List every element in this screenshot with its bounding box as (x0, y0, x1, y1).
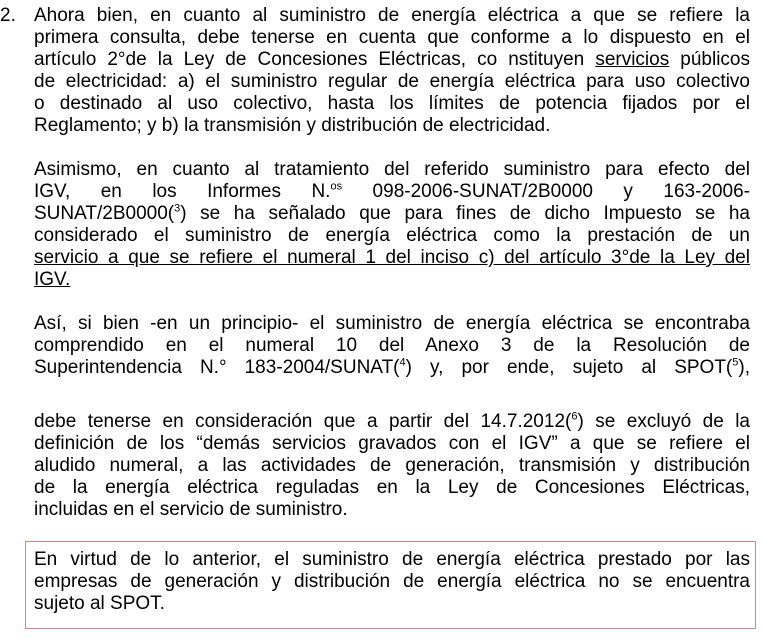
text-line: Así, si bien -en un principio- el suministro de energía eléctrica se encontraba (34, 313, 750, 334)
underlined-term: servicios (595, 49, 670, 70)
text-line: artículo 2°de la Ley de Concesiones Eléctricas, co nstituyen servicios públicos (34, 49, 750, 70)
underlined-line: IGV. (34, 269, 71, 290)
text-line: definición de los “demás servicios gravados con el IGV” a que se refiere el (34, 433, 750, 454)
text-line: de electricidad: a) el suministro regular de energía eléctrica para uso colectivo (34, 71, 750, 92)
text-line: Asimismo, en cuanto al tratamiento del referido suministro para efecto del (34, 159, 750, 180)
text-line: debe tenerse en consideración que a partir del 14.7.2012($^6$) se excluyó de la (34, 410, 750, 432)
text-line: aludido numeral, a las actividades de generación, transmisión y distribución (34, 455, 750, 476)
paragraph-igv-treatment (34, 159, 750, 291)
superscript: os (330, 180, 343, 193)
item-number: 2. (0, 5, 16, 26)
text-line: empresas de generación y distribución de energía eléctrica no se encuentra (34, 571, 750, 592)
footnote-ref-3[interactable]: 3 (174, 202, 181, 215)
text-line: considerado el suministro de energía eléctrica como la prestación de un (34, 225, 750, 246)
paragraph-conclusion (34, 549, 750, 615)
text-line: incluidas en el servicio de suministro. (34, 499, 348, 520)
footnote-ref-6[interactable]: 6 (571, 410, 578, 423)
footnote-ref-4[interactable]: 4 (399, 356, 406, 369)
text-line: Superintendencia N.° 183-2004/SUNAT($^4$) y, por ende, sujeto al SPOT($^5$), (34, 356, 750, 378)
text-line: Reglamento; y b) la transmisión y distribución de electricidad. (34, 115, 551, 136)
text-line: En virtud de lo anterior, el suministro de energía eléctrica prestado por las (34, 549, 750, 570)
text-line: de la energía eléctrica reguladas en la Ley de Concesiones Eléctricas, (34, 477, 750, 498)
underlined-line: servicio a que se refiere el numeral 1 del inciso c) del artículo 3°de la Ley del (34, 247, 750, 268)
paragraph-legal-framework (34, 5, 750, 137)
paragraph-annex (34, 313, 750, 379)
text-line: o destinado al uso colectivo, hasta los límites de potencia fijados por el (34, 93, 750, 114)
text-line: SUNAT/2B0000($^3$) se ha señalado que para fines de dicho Impuesto se ha (34, 202, 750, 224)
text-line: sujeto al SPOT. (34, 593, 165, 614)
paragraph-exclusion (34, 411, 750, 521)
footnote-ref-5[interactable]: 5 (732, 356, 739, 369)
text-line: Ahora bien, en cuanto al suministro de energía eléctrica a que se refiere la (34, 5, 750, 26)
text-line: primera consulta, debe tenerse en cuenta que conforme a lo dispuesto en el (34, 27, 750, 48)
text-line: comprendido en el numeral 10 del Anexo 3 de la Resolución de (34, 335, 750, 356)
text-line: IGV, en los Informes N.$^{os}$ 098-2006-SUNAT/2B0000 y 163-2006- (34, 180, 751, 202)
